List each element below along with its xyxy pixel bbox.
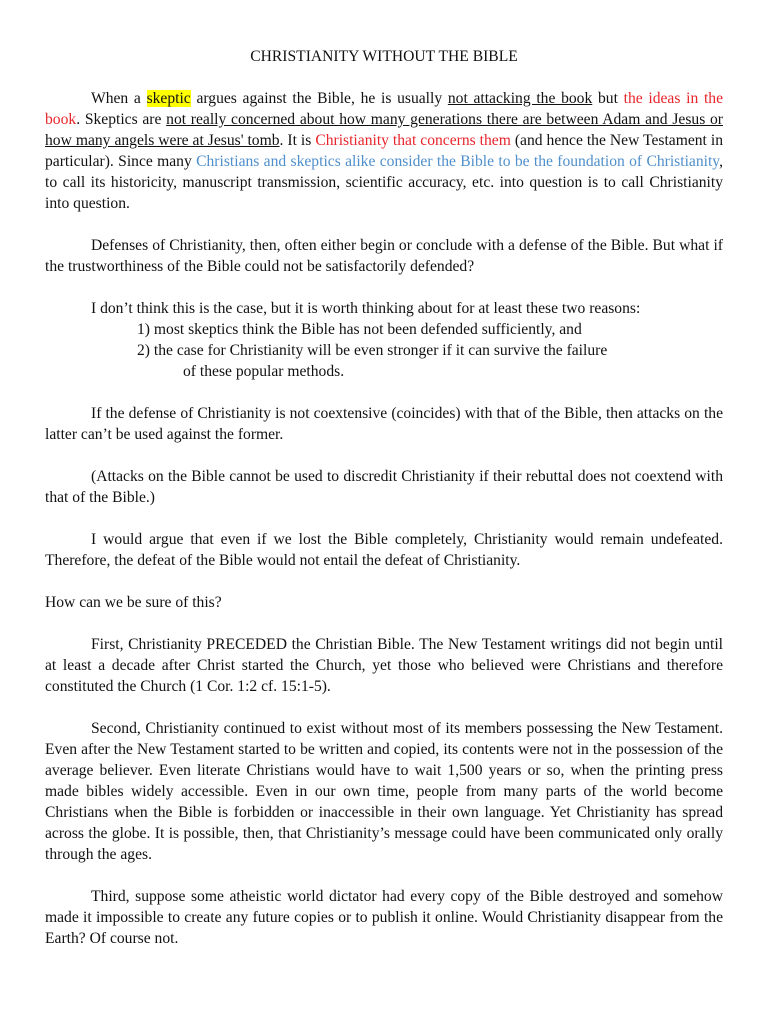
paragraph-coextensive: If the defense of Christianity is not coextensive (coincides) with that of the Bible, then attacks on the latter can’t be used against the former. bbox=[45, 405, 723, 443]
paragraph-first: First, Christianity PRECEDED the Christian Bible. The New Testament writings did not begin until at least a decade after Christ started the Church, yet those who believed were Christians and therefore constituted the Church (1 Cor. 1:2 cf. 15:1-5). bbox=[45, 636, 723, 695]
reason-item-1: 1) most skeptics think the Bible has not been defended sufficiently, and bbox=[137, 321, 582, 338]
highlighted-skeptic: skeptic bbox=[146, 90, 191, 107]
text-run: . It is bbox=[279, 132, 316, 149]
text-run: . Skeptics are bbox=[76, 111, 167, 128]
document-body bbox=[45, 46, 723, 970]
text-run: , to call its historicity, manuscript transmission, scientific accuracy, etc. into question is to call Christianity into question. bbox=[45, 153, 723, 212]
paragraph-intro bbox=[45, 88, 723, 214]
reasons-lead: I don’t think this is the case, but it is worth thinking about for at least these two reasons: bbox=[91, 300, 641, 317]
text-run: (and hence the New Testament in particular). Since many bbox=[45, 132, 723, 170]
text-run: When a bbox=[91, 90, 147, 107]
blue-foundation: Christians and skeptics alike consider the Bible to be the foundation of Christianity bbox=[196, 153, 720, 170]
reason-item-2: 2) the case for Christianity will be even stronger if it can survive the failure bbox=[137, 342, 608, 359]
text-run: argues against the Bible, he is usually bbox=[190, 90, 448, 107]
reasons-block bbox=[45, 298, 723, 382]
paragraph-third: Third, suppose some atheistic world dictator had every copy of the Bible destroyed and somehow made it impossible to create any future copies or to publish it online. Would Christianity disappear from the Earth? Of course not. bbox=[45, 888, 723, 947]
paragraph-attacks: (Attacks on the Bible cannot be used to discredit Christianity if their rebuttal does not coextend with that of the Bible.) bbox=[45, 468, 723, 506]
red-concerns-them: Christianity that concerns them bbox=[315, 132, 511, 149]
paragraph-second: Second, Christianity continued to exist without most of its members possessing the New Testament. Even after the New Testament started to be written and copied, its contents were not in the possession of the average believer. Even literate Christians would have to wait 1,500 years or so, when the printing press made bibles widely accessible. Even in our own time, people from many parts of the world become Christians when the Bible is forbidden or inaccessible in their own language. Yet Christianity has spread across the globe. It is possible, then, that Christianity’s message could have been communicated only orally through the ages. bbox=[45, 720, 723, 863]
paragraph-question: How can we be sure of this? bbox=[45, 594, 222, 611]
paragraph-argue: I would argue that even if we lost the Bible completely, Christianity would remain undefeated. Therefore, the defeat of the Bible would not entail the defeat of Christianity. bbox=[45, 531, 723, 569]
text-run: but bbox=[592, 90, 624, 107]
underlined-not-concerned: not really concerned about how many generations there are between Adam and Jesus or how many angels were at Jesus' tomb bbox=[45, 111, 723, 149]
red-ideas-in-book: the ideas in the book bbox=[45, 90, 724, 128]
reason-item-2-continued: of these popular methods. bbox=[183, 363, 345, 380]
underlined-not-attacking: not attacking the book bbox=[447, 90, 593, 107]
paragraph-defenses: Defenses of Christianity, then, often either begin or conclude with a defense of the Bible. But what if the trustworthiness of the Bible could not be satisfactorily defended? bbox=[45, 237, 723, 275]
document-title: CHRISTIANITY WITHOUT THE BIBLE bbox=[250, 48, 518, 65]
